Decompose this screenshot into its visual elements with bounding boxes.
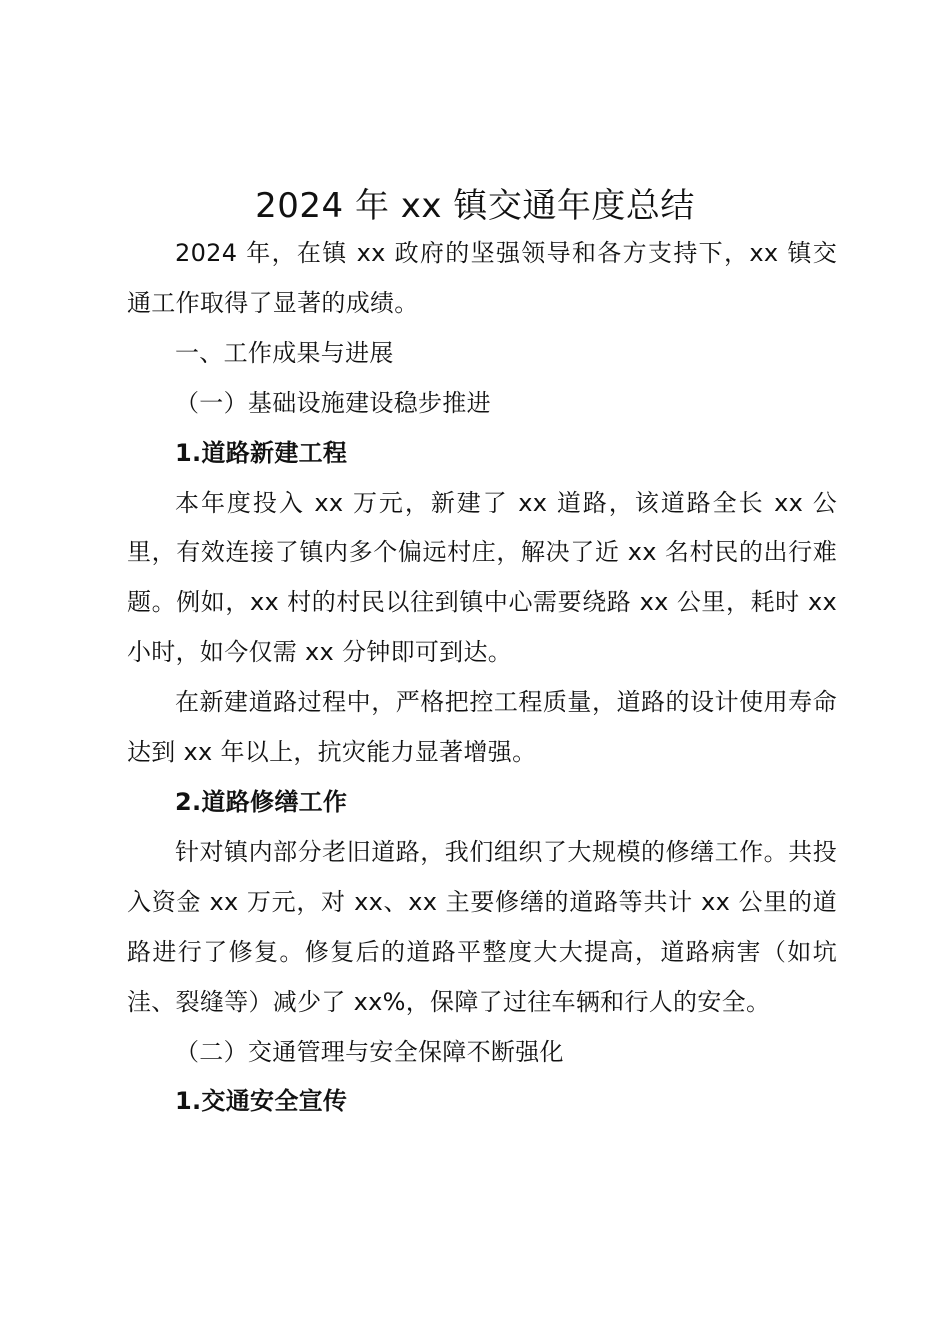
subsection-heading-2: （二）交通管理与安全保障不断强化 — [175, 1037, 564, 1066]
paragraph-road-repair: 针对镇内部分老旧道路，我们组织了大规模的修缮工作。共投入资金 xx 万元，对 xx、xx 主要修缮的道路等共计 xx 公里的道路进行了修复。修复后的道路平整度大大提高，道路病害（如坑洼、裂缝等）减少了 xx%，保障了过往车辆和行人的安全。 — [127, 837, 837, 1016]
subsection-heading-1: （一）基础设施建设稳步推进 — [175, 388, 491, 417]
document-body — [127, 229, 837, 1127]
paragraph-road-quality: 在新建道路过程中，严格把控工程质量，道路的设计使用寿命达到 xx 年以上，抗灾能力显著增强。 — [127, 688, 837, 767]
item-heading-road-construction: 1.道路新建工程 — [175, 438, 348, 467]
section-heading-1: 一、工作成果与进展 — [175, 338, 394, 367]
paragraph-road-construction: 本年度投入 xx 万元，新建了 xx 道路，该道路全长 xx 公里，有效连接了镇内多个偏远村庄，解决了近 xx 名村民的出行难题。例如，xx 村的村民以往到镇中心需要绕路 xx 公里，耗时 xx 小时，如今仅需 xx 分钟即可到达。 — [127, 488, 837, 667]
item-heading-road-repair: 2.道路修缮工作 — [175, 787, 348, 816]
paragraph-intro: 2024 年，在镇 xx 政府的坚强领导和各方支持下，xx 镇交通工作取得了显著的成绩。 — [127, 239, 837, 317]
item-heading-safety-publicity: 1.交通安全宣传 — [175, 1087, 348, 1116]
document-title: 2024 年 xx 镇交通年度总结 — [255, 186, 695, 226]
